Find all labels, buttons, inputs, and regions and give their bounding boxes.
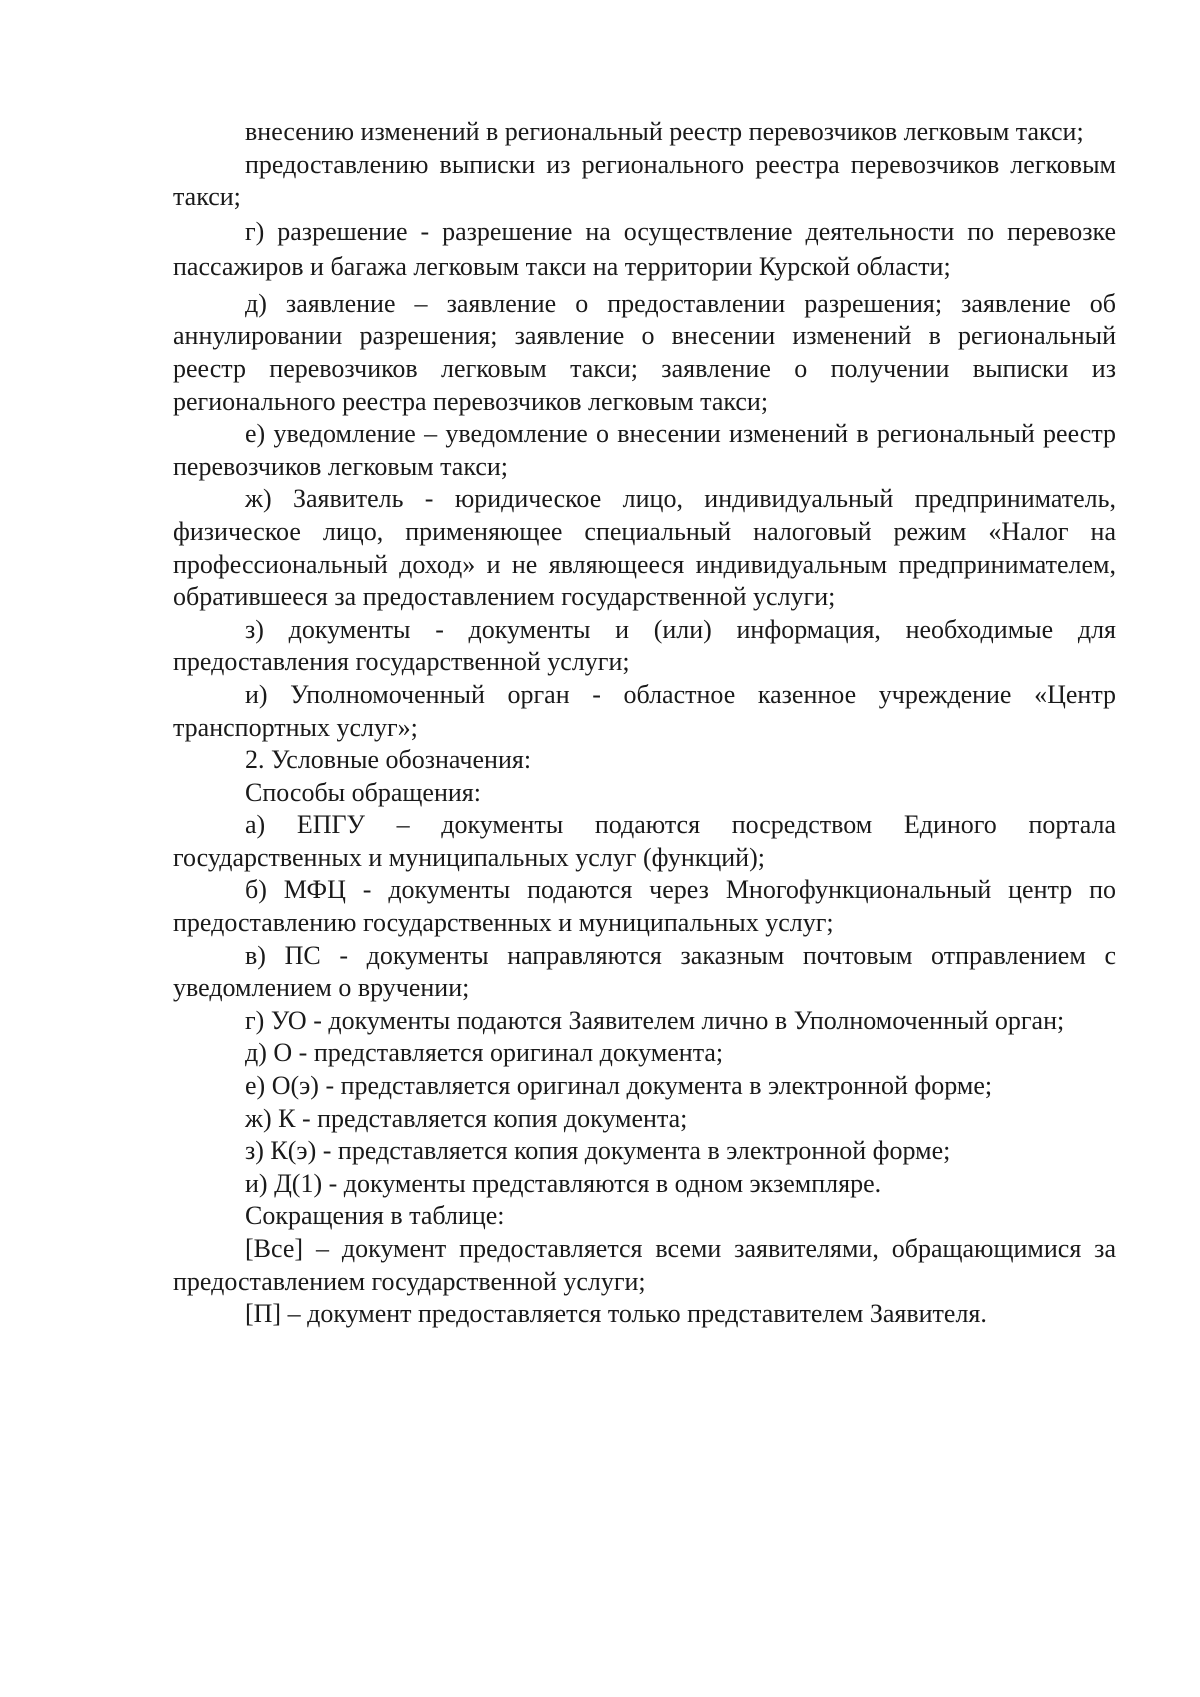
paragraph-abbreviation-all: [Все] – документ предоставляется всеми заявителями, обращающимися за предоставлением государственной услуги; (173, 1234, 1116, 1296)
paragraph-notation-single-copy: и) Д(1) - документы представляются в одном экземпляре. (245, 1168, 882, 1198)
paragraph-definition-notification: е) уведомление – уведомление о внесении изменений в региональный реестр перевозчиков легковым такси; (173, 419, 1116, 481)
paragraph-method-post: в) ПС - документы направляются заказным почтовым отправлением с уведомлением о вручении; (173, 940, 1116, 1003)
section-heading-notation: 2. Условные обозначения: (245, 745, 532, 775)
paragraph-notation-original: д) О - представляется оригинал документа; (245, 1038, 724, 1068)
paragraph-notation-copy-electronic: з) К(э) - представляется копия документа в электронной форме; (245, 1136, 951, 1166)
subheading-submission-methods: Способы обращения: (245, 777, 481, 807)
paragraph-notation-copy: ж) К - представляется копия документа; (245, 1103, 688, 1133)
paragraph-abbreviation-representative: [П] – документ предоставляется только представителем Заявителя. (245, 1299, 987, 1329)
paragraph-notation-original-electronic: е) О(э) - представляется оригинал документа в электронной форме; (245, 1071, 993, 1101)
paragraph-registry-extract: предоставлению выписки из регионального реестра перевозчиков легковым такси; (173, 149, 1116, 212)
paragraph-definition-applicant: ж) Заявитель - юридическое лицо, индивидуальный предприниматель, физическое лицо, применяющее специальный налоговый режим «Налог на профессиональный доход» и не являющееся индивидуальным предпринимателем, обратившееся за предоставлением государственной услуги; (173, 484, 1116, 612)
subheading-table-abbreviations: Сокращения в таблице: (245, 1201, 505, 1231)
paragraph-definition-application: д) заявление – заявление о предоставлении разрешения; заявление об аннулировании разрешения; заявление о внесении изменений в региональный реестр перевозчиков легковым такси; заявление о получении выписки из регионального реестра перевозчиков легковым такси; (173, 288, 1116, 416)
document-body (173, 116, 1116, 1331)
paragraph-definition-authority: и) Уполномоченный орган - областное казенное учреждение «Центр транспортных услуг»; (173, 679, 1116, 742)
paragraph-method-epgu: а) ЕПГУ – документы подаются посредством Единого портала государственных и муниципальных услуг (функций); (173, 810, 1116, 872)
paragraph-definition-permit: г) разрешение - разрешение на осуществление деятельности по перевозке пассажиров и багажа легковым такси на территории Курской области; (173, 216, 1116, 281)
paragraph-method-mfc: б) МФЦ - документы подаются через Многофункциональный центр по предоставлению государственных и муниципальных услуг; (173, 875, 1116, 938)
paragraph-method-in-person: г) УО - документы подаются Заявителем лично в Уполномоченный орган; (245, 1005, 1065, 1035)
paragraph-definition-documents: з) документы - документы и (или) информация, необходимые для предоставления государственной услуги; (173, 614, 1116, 677)
paragraph-registry-changes: внесению изменений в региональный реестр перевозчиков легковым такси; (245, 117, 1084, 146)
